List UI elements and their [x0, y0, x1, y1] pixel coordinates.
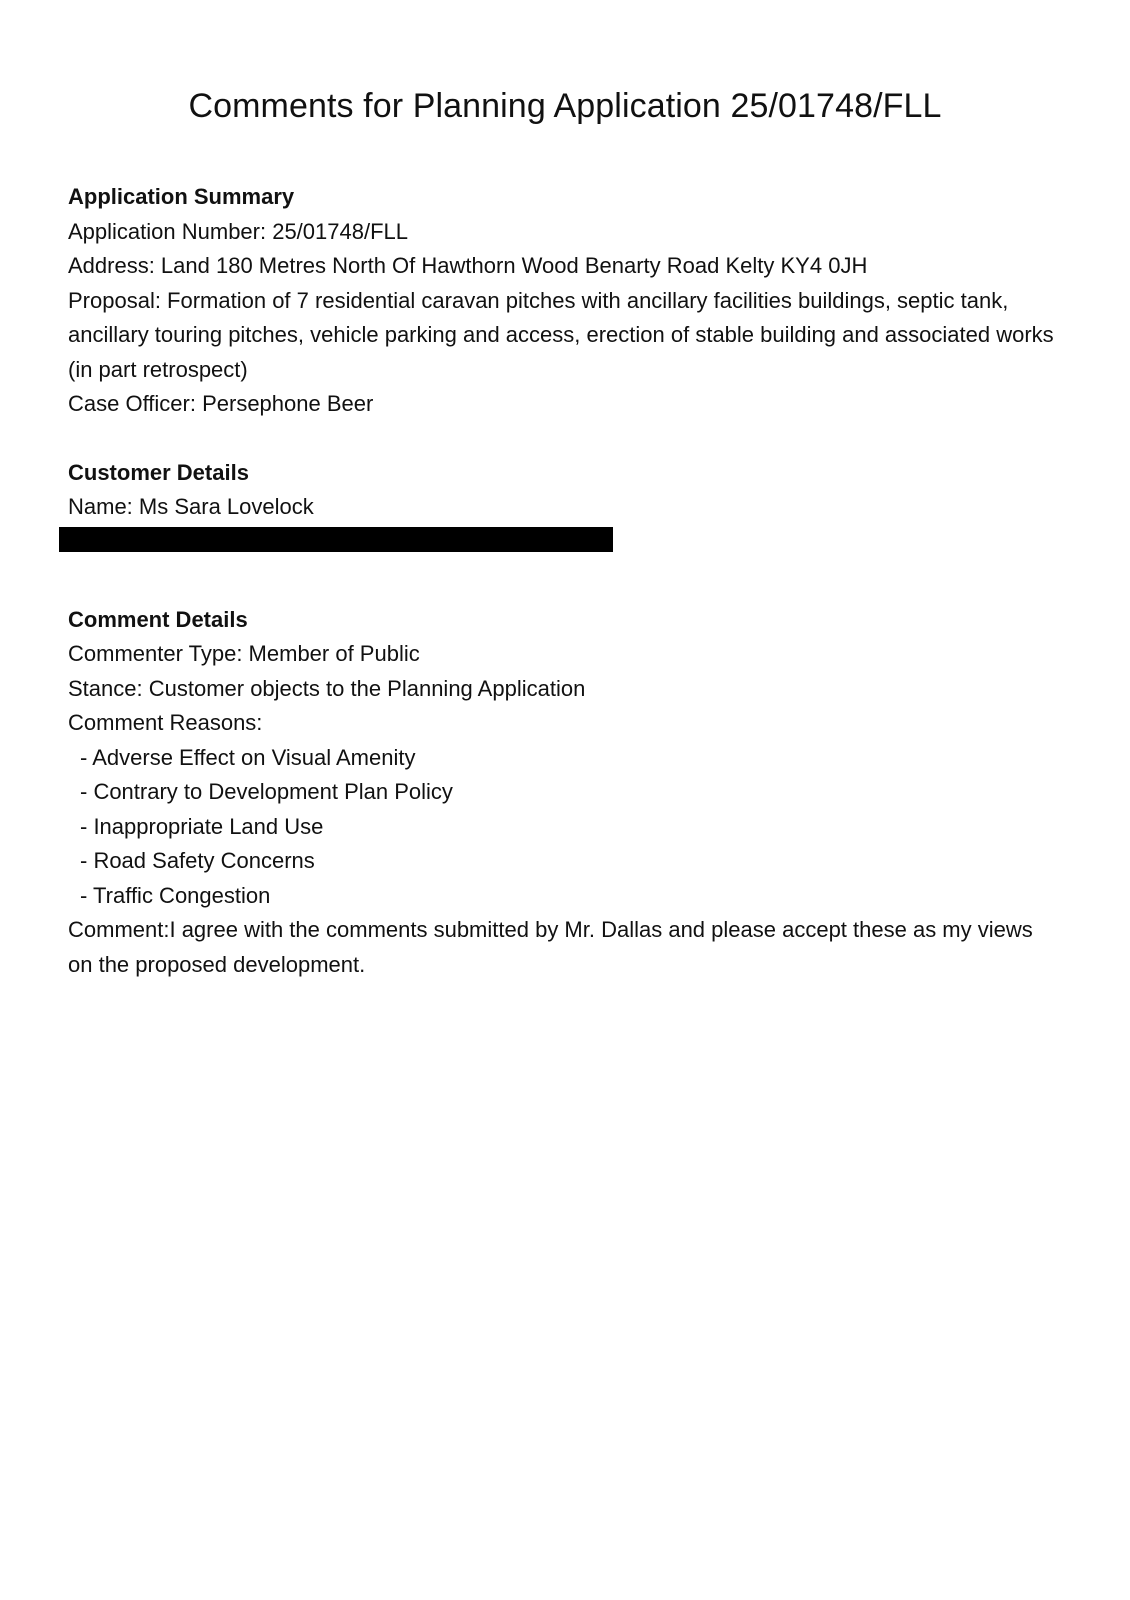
comment-reason-item: - Traffic Congestion [80, 882, 271, 908]
section-spacer [68, 552, 1058, 603]
customer-name: Name: Ms Sara Lovelock [68, 494, 314, 519]
comment-text: Comment:I agree with the comments submitted by Mr. Dallas and please accept these as my views on the proposed development. [68, 917, 1033, 977]
comment-reason-item: - Inappropriate Land Use [80, 813, 324, 839]
address: Address: Land 180 Metres North Of Hawthorn Wood Benarty Road Kelty KY4 0JH [68, 253, 868, 278]
page-title: Comments for Planning Application 25/01748/FLL [188, 87, 942, 125]
document-body [68, 180, 1058, 982]
comment-reason-item: - Adverse Effect on Visual Amenity [80, 744, 416, 770]
proposal: Proposal: Formation of 7 residential caravan pitches with ancillary facilities buildings, septic tank, ancillary touring pitches, vehicle parking and access, erection of stable building and associated works (in part retrospect) [68, 287, 1054, 382]
comment-reason-item: - Road Safety Concerns [80, 848, 315, 873]
stance: Stance: Customer objects to the Planning Application [68, 675, 586, 701]
comment-reasons-label: Comment Reasons: [68, 710, 263, 735]
comment-reason-item: - Contrary to Development Plan Policy [80, 779, 453, 804]
case-officer: Case Officer: Persephone Beer [68, 391, 374, 416]
application-summary-section [68, 180, 1058, 422]
customer-details-section [68, 456, 1058, 552]
comment-details-section [68, 603, 1058, 983]
application-number: Application Number: 25/01748/FLL [68, 218, 408, 244]
commenter-type: Commenter Type: Member of Public [68, 641, 420, 666]
application-summary-heading: Application Summary [68, 184, 295, 209]
comment-details-heading: Comment Details [68, 606, 248, 632]
customer-details-heading: Customer Details [68, 459, 249, 485]
section-spacer [68, 422, 1058, 456]
redaction-bar [59, 527, 613, 552]
